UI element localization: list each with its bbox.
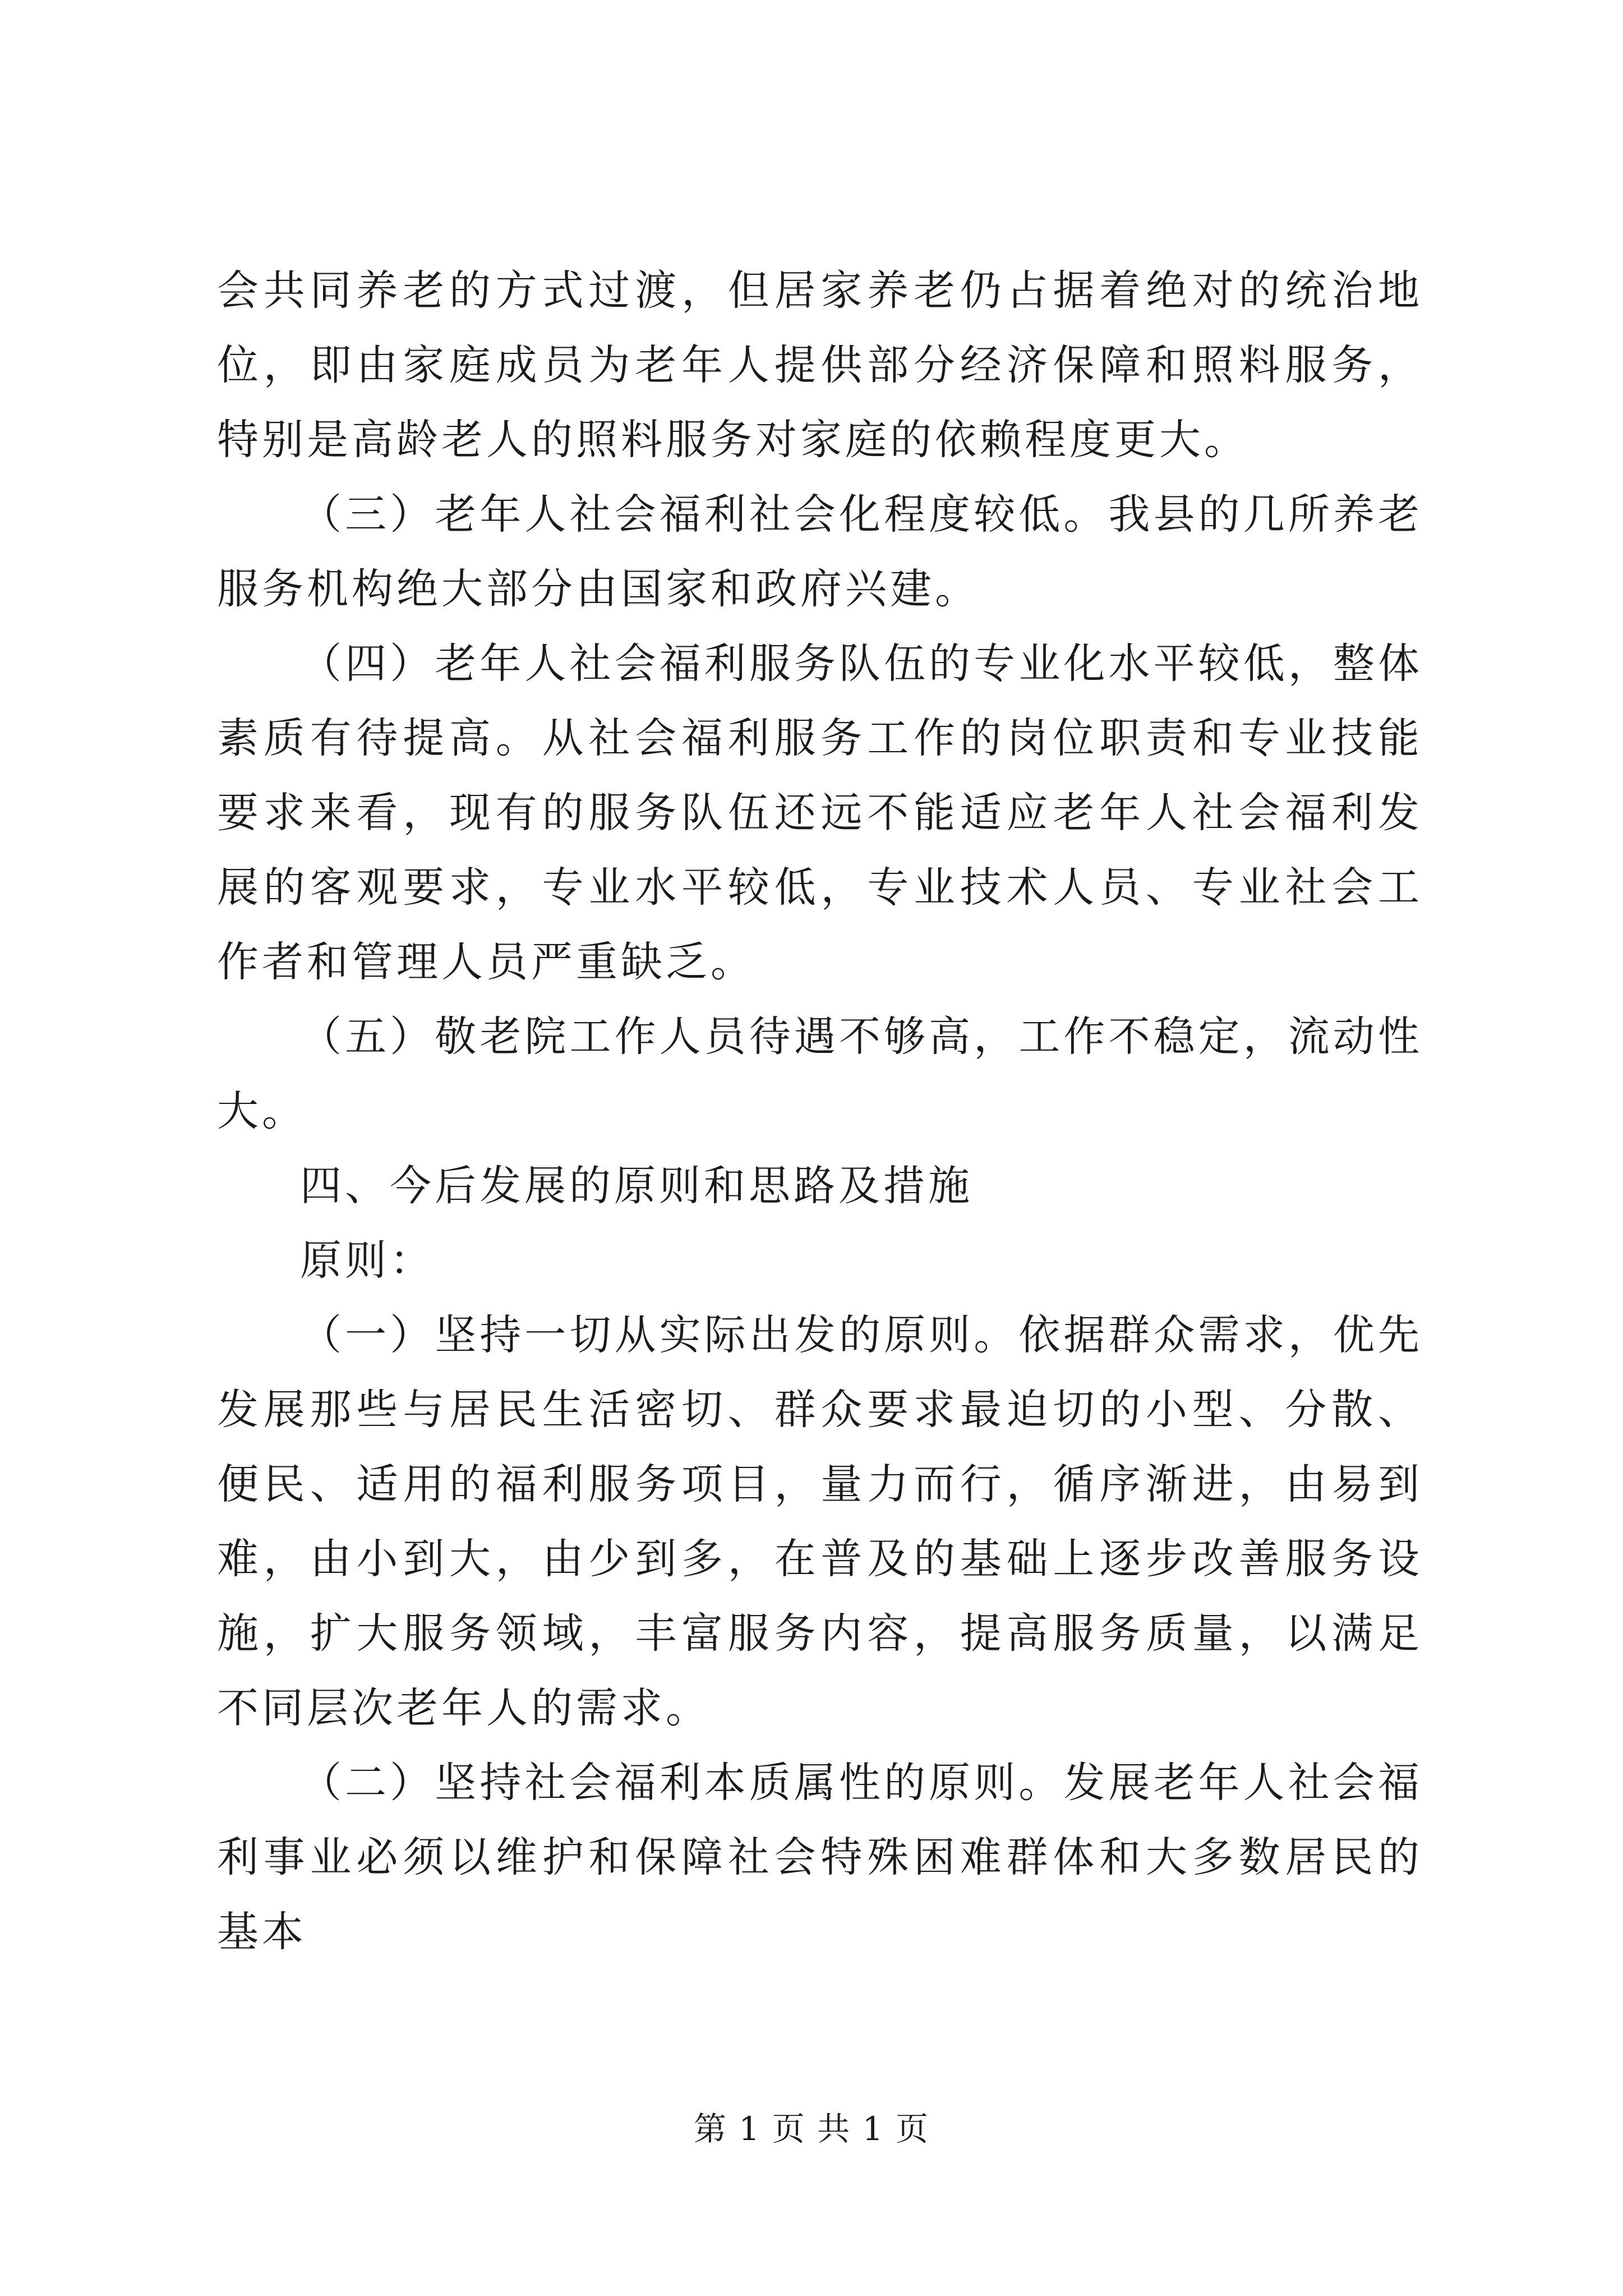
paragraph: （三）老年人社会福利社会化程度较低。我县的几所养老服务机构绝大部分由国家和政府兴建。 <box>217 490 1423 613</box>
section-heading: 四、今后发展的原则和思路及措施 <box>300 1162 973 1210</box>
paragraph: （一）坚持一切从实际出发的原则。依据群众需求，优先发展那些与居民生活密切、群众要求最迫切的小型、分散、便民、适用的福利服务项目，量力而行，循序渐进，由易到难，由小到大，由少到多，在普及的基础上逐步改善服务设施，扩大服务领域，丰富服务内容，提高服务质量，以满足不同层次老年人的需求。 <box>217 1311 1423 1732</box>
paragraph: （二）坚持社会福利本质属性的原则。发展老年人社会福利事业必须以维护和保障社会特殊困难群体和大多数居民的基本 <box>217 1759 1423 1956</box>
paragraph: （五）敬老院工作人员待遇不够高，工作不稳定，流动性大。 <box>217 1013 1423 1135</box>
subheading: 原则： <box>300 1236 435 1285</box>
paragraph: （四）老年人社会福利服务队伍的专业化水平较低，整体素质有待提高。从社会福利服务工作的岗位职责和专业技能要求来看，现有的服务队伍还远不能适应老年人社会福利发展的客观要求，专业水平较低，专业技术人员、专业社会工作者和管理人员严重缺乏。 <box>217 639 1423 986</box>
paragraph: 会共同养老的方式过渡，但居家养老仍占据着绝对的统治地位，即由家庭成员为老年人提供部分经济保障和照料服务，特别是高龄老人的照料服务对家庭的依赖程度更大。 <box>217 266 1423 464</box>
document-body <box>217 254 1423 1970</box>
page-number-footer: 第 1 页 共 1 页 <box>694 2110 929 2148</box>
